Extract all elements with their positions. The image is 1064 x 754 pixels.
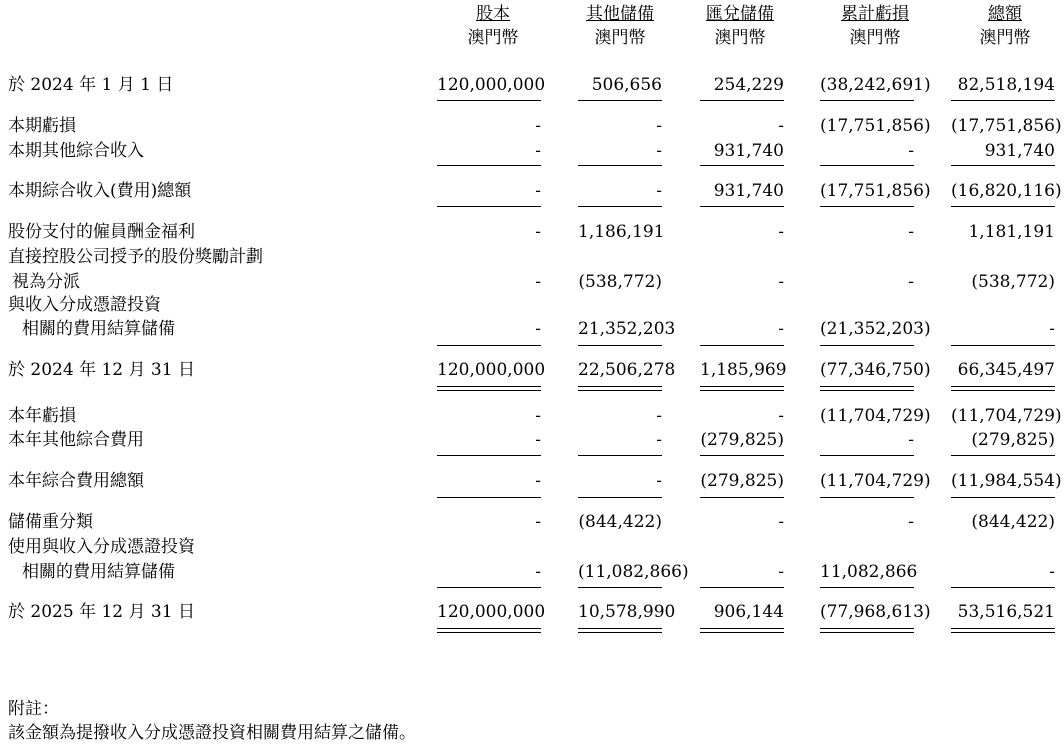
subtotal-rule <box>820 100 914 101</box>
cell-exchange-reserve: - <box>778 319 784 339</box>
subtotal-rule <box>700 165 784 166</box>
cell-exchange-reserve: (279,825) <box>700 430 784 450</box>
column-unit: 澳門幣 <box>467 28 519 48</box>
cell-exchange-reserve: - <box>778 116 784 136</box>
column-header-total <box>945 2 1064 50</box>
table-row <box>0 404 1064 428</box>
row-label: 儲備重分類 <box>8 512 93 532</box>
cell-accumulated-losses: (17,751,856) <box>820 181 931 201</box>
subtotal-rule <box>951 455 1055 456</box>
row-label: 本期綜合收入(費用)總額 <box>8 181 192 201</box>
subtotal-rule <box>578 455 662 456</box>
cell-accumulated-losses: - <box>908 141 914 161</box>
subtotal-rule <box>578 100 662 101</box>
subtotal-rule <box>820 165 914 166</box>
total-double-rule <box>820 386 914 391</box>
subtotal-rule <box>700 497 784 498</box>
cell-accumulated-losses: (77,968,613) <box>820 602 931 622</box>
column-title: 股本 <box>476 4 510 24</box>
cell-share-capital: 120,000,000 <box>437 602 546 622</box>
cell-exchange-reserve: 931,740 <box>713 181 784 201</box>
cell-total: 1,181,191 <box>968 222 1055 242</box>
cell-share-capital: - <box>535 319 541 339</box>
row-label: 本年其他綜合費用 <box>8 430 144 450</box>
cell-share-capital: - <box>535 471 541 491</box>
subtotal-rule <box>820 345 914 346</box>
cell-accumulated-losses: 11,082,866 <box>820 562 918 582</box>
cell-share-capital: - <box>535 406 541 426</box>
cell-other-reserves: 21,352,203 <box>578 319 676 339</box>
table-row <box>0 114 1064 138</box>
table-row <box>0 73 1064 97</box>
subtotal-rule <box>951 345 1055 346</box>
subtotal-rule <box>951 100 1055 101</box>
cell-accumulated-losses: - <box>908 512 914 532</box>
cell-other-reserves: 22,506,278 <box>578 360 676 380</box>
row-label: 於 2025 年 12 月 31 日 <box>8 602 195 622</box>
subtotal-rule <box>951 497 1055 498</box>
cell-other-reserves: 10,578,990 <box>578 602 676 622</box>
table-row <box>0 600 1064 624</box>
table-row <box>0 469 1064 493</box>
subtotal-rule <box>437 100 541 101</box>
row-label: 視為分派 <box>12 272 80 292</box>
cell-exchange-reserve: - <box>778 512 784 532</box>
subtotal-rule <box>437 587 541 588</box>
cell-accumulated-losses: (77,346,750) <box>820 360 931 380</box>
cell-other-reserves: - <box>656 181 662 201</box>
column-unit: 澳門幣 <box>979 28 1031 48</box>
column-title: 匯兌儲備 <box>706 4 774 24</box>
cell-share-capital: - <box>535 116 541 136</box>
column-unit: 澳門幣 <box>714 28 766 48</box>
cell-exchange-reserve: 931,740 <box>713 141 784 161</box>
subtotal-rule <box>951 587 1055 588</box>
subtotal-rule <box>820 497 914 498</box>
row-label: 本年虧損 <box>8 406 76 426</box>
cell-accumulated-losses: - <box>908 222 914 242</box>
cell-total: 66,345,497 <box>957 360 1055 380</box>
table-row <box>0 293 1064 317</box>
row-label: 與收入分成憑證投資 <box>8 295 161 315</box>
total-double-rule <box>437 628 541 633</box>
cell-exchange-reserve: - <box>778 406 784 426</box>
subtotal-rule <box>578 345 662 346</box>
cell-exchange-reserve: 906,144 <box>713 602 784 622</box>
subtotal-rule <box>437 165 541 166</box>
cell-total: (844,422) <box>971 512 1055 532</box>
subtotal-rule <box>700 100 784 101</box>
cell-accumulated-losses: - <box>908 272 914 292</box>
subtotal-rule <box>578 587 662 588</box>
cell-total: (16,820,116) <box>951 181 1062 201</box>
cell-share-capital: - <box>535 430 541 450</box>
cell-accumulated-losses: (38,242,691) <box>820 75 931 95</box>
table-row <box>0 245 1064 269</box>
subtotal-rule <box>820 206 914 207</box>
cell-share-capital: - <box>535 222 541 242</box>
total-double-rule <box>700 386 784 391</box>
cell-exchange-reserve: - <box>778 562 784 582</box>
column-title: 總額 <box>988 4 1022 24</box>
cell-share-capital: - <box>535 272 541 292</box>
cell-share-capital: - <box>535 562 541 582</box>
subtotal-rule <box>700 206 784 207</box>
column-header-share-capital <box>433 2 553 50</box>
cell-exchange-reserve: - <box>778 222 784 242</box>
cell-other-reserves: - <box>656 430 662 450</box>
row-label: 相關的費用結算儲備 <box>22 319 175 339</box>
cell-total: (11,984,554) <box>951 471 1062 491</box>
table-row <box>0 317 1064 341</box>
subtotal-rule <box>820 587 914 588</box>
cell-exchange-reserve: (279,825) <box>700 471 784 491</box>
subtotal-rule <box>700 455 784 456</box>
cell-other-reserves: 1,186,191 <box>578 222 665 242</box>
table-row <box>0 428 1064 452</box>
row-label: 直接控股公司授予的股份獎勵計劃 <box>8 247 263 267</box>
cell-share-capital: - <box>535 141 541 161</box>
cell-total: 931,740 <box>984 141 1055 161</box>
table-row <box>0 535 1064 559</box>
cell-share-capital: 120,000,000 <box>437 75 546 95</box>
cell-total: (279,825) <box>971 430 1055 450</box>
total-double-rule <box>951 628 1055 633</box>
cell-share-capital: - <box>535 181 541 201</box>
cell-exchange-reserve: - <box>778 272 784 292</box>
subtotal-rule <box>437 345 541 346</box>
subtotal-rule <box>951 206 1055 207</box>
row-label: 於 2024 年 1 月 1 日 <box>8 75 174 95</box>
column-header-exchange-reserve <box>680 2 800 50</box>
total-double-rule <box>578 386 662 391</box>
cell-accumulated-losses: (21,352,203) <box>820 319 931 339</box>
column-unit: 澳門幣 <box>594 28 646 48</box>
column-header-accumulated-losses <box>815 2 935 50</box>
subtotal-rule <box>437 455 541 456</box>
row-label: 本期虧損 <box>8 116 76 136</box>
cell-other-reserves: 506,656 <box>591 75 662 95</box>
subtotal-rule <box>700 587 784 588</box>
subtotal-rule <box>578 165 662 166</box>
column-title: 累計虧損 <box>841 4 909 24</box>
column-title: 其他儲備 <box>586 4 654 24</box>
cell-other-reserves: - <box>656 406 662 426</box>
table-row <box>0 358 1064 382</box>
subtotal-rule <box>437 206 541 207</box>
row-label: 本期其他綜合收入 <box>8 141 144 161</box>
total-double-rule <box>951 386 1055 391</box>
row-label: 於 2024 年 12 月 31 日 <box>8 360 195 380</box>
cell-other-reserves: (844,422) <box>578 512 662 532</box>
row-label: 本年綜合費用總額 <box>8 471 144 491</box>
cell-other-reserves: (11,082,866) <box>578 562 689 582</box>
subtotal-rule <box>820 455 914 456</box>
cell-exchange-reserve: 1,185,969 <box>700 360 787 380</box>
column-header-other-reserves <box>560 2 680 50</box>
cell-total: 82,518,194 <box>957 75 1055 95</box>
cell-other-reserves: - <box>656 471 662 491</box>
column-unit: 澳門幣 <box>849 28 901 48</box>
table-row <box>0 139 1064 163</box>
cell-accumulated-losses: - <box>908 430 914 450</box>
cell-accumulated-losses: (11,704,729) <box>820 471 931 491</box>
cell-total: - <box>1049 562 1055 582</box>
cell-total: (17,751,856) <box>951 116 1062 136</box>
cell-accumulated-losses: (17,751,856) <box>820 116 931 136</box>
subtotal-rule <box>951 165 1055 166</box>
cell-share-capital: 120,000,000 <box>437 360 546 380</box>
row-label: 股份支付的僱員酬金福利 <box>8 222 195 242</box>
subtotal-rule <box>700 345 784 346</box>
notes-heading: 附註： <box>8 699 59 719</box>
row-label: 相關的費用結算儲備 <box>22 562 175 582</box>
notes-text: 該金額為提撥收入分成憑證投資相關費用結算之儲備。 <box>8 723 416 743</box>
cell-share-capital: - <box>535 512 541 532</box>
total-double-rule <box>578 628 662 633</box>
cell-total: 53,516,521 <box>957 602 1055 622</box>
cell-other-reserves: - <box>656 116 662 136</box>
cell-total: (538,772) <box>971 272 1055 292</box>
cell-exchange-reserve: 254,229 <box>713 75 784 95</box>
cell-accumulated-losses: (11,704,729) <box>820 406 931 426</box>
table-row <box>0 220 1064 244</box>
total-double-rule <box>700 628 784 633</box>
subtotal-rule <box>578 497 662 498</box>
table-row <box>0 179 1064 203</box>
cell-other-reserves: - <box>656 141 662 161</box>
table-row <box>0 560 1064 584</box>
cell-total: - <box>1049 319 1055 339</box>
table-row <box>0 510 1064 534</box>
subtotal-rule <box>437 497 541 498</box>
total-double-rule <box>820 628 914 633</box>
cell-other-reserves: (538,772) <box>578 272 662 292</box>
row-label: 使用與收入分成憑證投資 <box>8 537 195 557</box>
total-double-rule <box>437 386 541 391</box>
cell-total: (11,704,729) <box>951 406 1062 426</box>
subtotal-rule <box>578 206 662 207</box>
table-row <box>0 270 1064 294</box>
